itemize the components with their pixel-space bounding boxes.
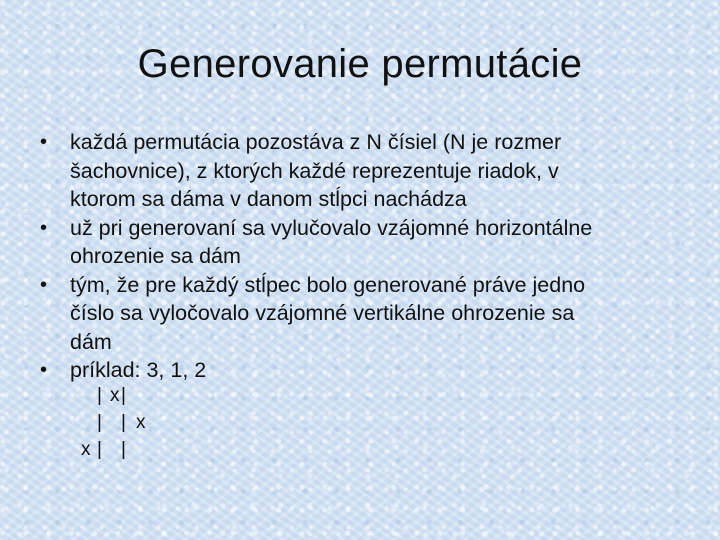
- board-row: [76, 382, 156, 409]
- board-row: [76, 409, 156, 436]
- bullet-icon: •: [40, 273, 48, 296]
- bullet-line: dám: [70, 329, 112, 354]
- bullet-icon: •: [40, 131, 48, 153]
- bullet-item-example: [40, 356, 690, 385]
- board-divider: |: [97, 412, 102, 433]
- board-cell: x: [136, 412, 146, 433]
- bullet-icon: •: [40, 359, 48, 381]
- bullet-item-horizontal: [40, 214, 690, 271]
- bullet-list: [40, 128, 690, 385]
- board-divider: |: [97, 439, 102, 460]
- bullet-line: každá permutácia pozostáva z N čísiel (N je rozmer: [70, 130, 562, 154]
- bullet-line: príklad: 3, 1, 2: [70, 358, 207, 382]
- board-cell: x: [81, 439, 91, 460]
- board-divider: |: [97, 385, 102, 406]
- board-row: [76, 436, 156, 463]
- slide-title: Generovanie permutácie: [137, 42, 583, 86]
- bullet-item-permutation: [40, 128, 690, 214]
- board-divider: |: [121, 412, 126, 433]
- bullet-line: číslo sa vyločovalo vzájomné vertikálne ohrozenie sa: [70, 301, 575, 325]
- bullet-line: tým, že pre každý stĺpec bolo generované práve jedno: [70, 272, 586, 297]
- bullet-line: už pri generovaní sa vylučovalo vzájomné horizontálne: [70, 215, 593, 240]
- bullet-line: ohrozenie sa dám: [70, 244, 241, 268]
- board-divider: |: [121, 439, 126, 460]
- bullet-line: ktorom sa dáma v danom stĺpci nachádza: [70, 187, 467, 211]
- board-divider: |: [121, 385, 126, 406]
- bullet-item-vertical: [40, 271, 690, 357]
- board-cell: x: [110, 385, 120, 406]
- board-diagram: [76, 382, 156, 463]
- bullet-icon: •: [40, 216, 48, 239]
- bullet-line: šachovnice), z ktorých každé reprezentuje riadok, v: [70, 158, 559, 183]
